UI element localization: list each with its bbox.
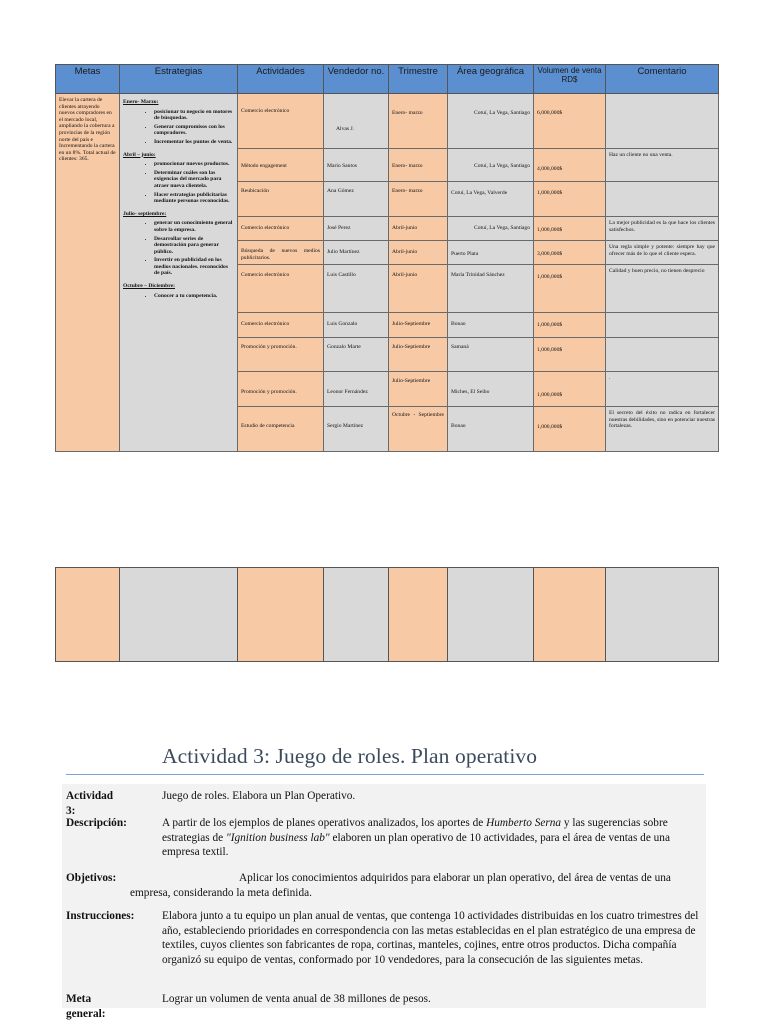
empty-cell (448, 568, 534, 662)
volumen-cell: 4,000,000$ (534, 149, 606, 182)
desc-author: Humberto Serna (486, 817, 562, 829)
desc-source: "Ignition business lab" (226, 831, 330, 844)
field-value: Lograr un volumen de venta anual de 38 millones de pesos. (162, 993, 431, 1005)
trimestre-cell: Enero- marzo (389, 94, 448, 149)
volumen-cell: 1,000,000$ (534, 265, 606, 313)
strategy-item: • Generar compromisos con los compradores. (154, 124, 234, 137)
comentario-cell (606, 94, 719, 149)
empty-cell (238, 568, 324, 662)
trimestre-cell: Enero- marzo (389, 182, 448, 217)
strategy-item: • Conocer a tu competencia. (154, 293, 234, 300)
actividad-cell: Estudio de competencia (238, 407, 324, 452)
volumen-cell: 1,000,000$ (534, 217, 606, 241)
field-label: Meta general: (66, 993, 106, 1020)
comentario-cell (606, 182, 719, 217)
strategy-item: • Incrementar los puntos de venta. (154, 139, 234, 146)
strategy-list (123, 220, 234, 277)
strategy-item: • generar un conocimiento general sobre la empresa. (154, 220, 234, 233)
volumen-cell: 1,000,000$ (534, 407, 606, 452)
desc-part: elaboren un plan operativo de 10 actividades, para el área de ventas de una empresa textil. (162, 831, 670, 858)
strategy-list (123, 161, 234, 205)
operative-plan-table (55, 64, 719, 452)
trimestre-cell: Abril-junio (389, 265, 448, 313)
quarter-heading: Octubre – Diciembre: (123, 283, 175, 290)
area-cell: Bonao (448, 313, 534, 338)
header-estrategias: Estrategias (120, 65, 238, 94)
field-label: Actividad 3: (66, 790, 114, 817)
trimestre-cell: Abril-junio (389, 217, 448, 241)
empty-cell (120, 568, 238, 662)
strategy-item: • posicionar tu negocio en motores de búsquedas. (154, 109, 234, 122)
actividad-cell: Comercio electrónico (238, 265, 324, 313)
field-value (162, 816, 707, 860)
strategy-item: • Hacer estrategias publicitarias mediante personas reconocidas. (154, 192, 234, 205)
quarter-heading: Enero- Marzo: (123, 99, 159, 105)
actividad-cell: Promoción y promoción. (238, 338, 324, 372)
area-cell: Cotuí, La Vega, Santiago (448, 217, 534, 241)
area-cell: Samaná (448, 338, 534, 372)
vendedor-cell: Sergio Martínez (324, 407, 389, 452)
field-label: Instrucciones: (66, 910, 135, 922)
field-label: Objetivos: (66, 872, 117, 884)
header-area: Área geográfica (448, 65, 534, 94)
empty-cell (534, 568, 606, 662)
actividad-cell: Promoción y promoción. (238, 372, 324, 407)
strategy-list (123, 293, 234, 300)
table-row (56, 94, 719, 149)
trimestre-cell: Enero- marzo (389, 149, 448, 182)
field-objetivos (66, 871, 706, 900)
header-trimestre: Trimestre (389, 65, 448, 94)
estrategias-cell (120, 94, 238, 452)
volumen-cell: 1,000,000$ (534, 338, 606, 372)
vendedor-cell: Julio Martínez (324, 241, 389, 265)
strategy-item: • Invertir en publicidad en los medios nacionales. reconocidos de país. (154, 257, 234, 277)
trimestre-cell: Octubre - Septiembre (389, 407, 448, 452)
volumen-cell: 1,000,000$ (534, 372, 606, 407)
vendedor-cell: Gonzalo Marte (324, 338, 389, 372)
trimestre-cell: Julio-Septiembre (389, 372, 448, 407)
quarter-heading: Julio- septiembre: (123, 210, 167, 217)
empty-cell (56, 568, 120, 662)
comentario-cell: Calidad y buen precio, no tienen desprecio (606, 265, 719, 313)
empty-row (56, 568, 719, 662)
field-value: Aplicar los conocimientos adquiridos para elaborar un plan operativo, del área de ventas de una empresa, considerando la meta definida. (130, 872, 671, 899)
strategy-item: • Determinar cuáles son las exigencias del mercado para atraer nueva clientela. (154, 170, 234, 190)
area-cell: Cotuí, La Vega, Santiago (448, 94, 534, 149)
metas-cell: Elevar la cartera de clientes atrayendo nuevos compradores en el mercado local, ampliando la cobertura a provincias de la región norte del país e Incrementando la cartera en un 8%. Total actual de clientes: 365. (56, 94, 120, 452)
comentario-cell: Una regla simple y potente: siempre hay que ofrecer más de lo que el cliente espera. (606, 241, 719, 265)
comentario-cell: Haz un cliente no una venta. (606, 149, 719, 182)
field-value: Juego de roles. Elabora un Plan Operativo. (162, 790, 356, 802)
desc-part: y las sugerencias sobre estrategias de (162, 817, 668, 844)
empty-cell (324, 568, 389, 662)
comentario-cell: La mejor publicidad es la que hace los clientes satisfechos. (606, 217, 719, 241)
empty-plan-table (55, 567, 719, 662)
trimestre-cell: Julio-Septiembre (389, 338, 448, 372)
vendedor-cell: Ana Gómez (324, 182, 389, 217)
desc-part: A partir de los ejemplos de planes operativos analizados, los aportes de (162, 817, 487, 829)
volumen-cell: 6,000,000$ (534, 94, 606, 149)
quarter-heading: Abril – junio: (123, 151, 156, 158)
activity-title: Actividad 3: Juego de roles. Plan operativo (162, 744, 538, 768)
actividad-cell: Comercio electrónico (238, 313, 324, 338)
vendedor-cell: Luis Castillo (324, 265, 389, 313)
field-label: Descripción: (66, 817, 127, 829)
actividad-cell: Método engagement (238, 149, 324, 182)
volumen-cell: 1,000,000$ (534, 182, 606, 217)
area-cell: María Trinidad Sánchez (448, 265, 534, 313)
actividad-cell: Búsqueda de nuevos medios publicitarios. (238, 241, 324, 265)
empty-cell (389, 568, 448, 662)
vendedor-cell: Luis Gonzalo (324, 313, 389, 338)
vendedor-cell: Mario Santos (324, 149, 389, 182)
trimestre-cell: Julio-Septiembre (389, 313, 448, 338)
header-vendedor: Vendedor no. (324, 65, 389, 94)
comentario-cell: El secreto del éxito no radica en fortalecer nuestras debilidades, sino en potenciar nuestras fortalezas. (606, 407, 719, 452)
strategy-list (123, 109, 234, 146)
actividad-cell: Comercio electrónico (238, 217, 324, 241)
vendedor-cell: Alvas J. (324, 94, 389, 149)
area-cell: Bonao (448, 407, 534, 452)
area-cell: Miches, El Seibo (448, 372, 534, 407)
header-volumen: Volumen de venta RD$ (534, 65, 606, 94)
title-divider (66, 774, 704, 775)
strategy-item: • promocionar nuevos productos. (154, 161, 234, 168)
field-value: Elabora junto a tu equipo un plan anual de ventas, que contenga 10 actividades distribuidas en los cuatro trimestres del año, estableciendo prioridades en correspondencia con las metas establecidas en el plan estratégico de una empresa de textiles, cuyos clientes son fabricantes de ropa, cortinas, manteles, cojines, entre otros productos. Dicha compañía organizó su equipo de ventas, conformado por 10 vendedores, para la consecución de las siguientes metas. (162, 910, 699, 966)
area-cell: Cotuí, La Vega, Santiago (448, 149, 534, 182)
trimestre-cell: Abril-junio (389, 241, 448, 265)
empty-cell (606, 568, 719, 662)
strategy-item: • Desarrollar series de demostración para generar público. (154, 236, 234, 256)
header-comentario: Comentario (606, 65, 719, 94)
volumen-cell: 1,000,000$ (534, 313, 606, 338)
header-actividades: Actividades (238, 65, 324, 94)
table-header-row (56, 65, 719, 94)
header-metas: Metas (56, 65, 120, 94)
actividad-cell: Comercio electrónico (238, 94, 324, 149)
area-cell: Puerto Plata (448, 241, 534, 265)
actividad-cell: Reubicación (238, 182, 324, 217)
volumen-cell: 3,000,000$ (534, 241, 606, 265)
comentario-cell (606, 338, 719, 372)
comentario-cell (606, 313, 719, 338)
comentario-cell: . (606, 372, 719, 407)
area-cell: Cotuí, La Vega, Valverde (448, 182, 534, 217)
vendedor-cell: José Perez (324, 217, 389, 241)
vendedor-cell: Leonor Fernández (324, 372, 389, 407)
